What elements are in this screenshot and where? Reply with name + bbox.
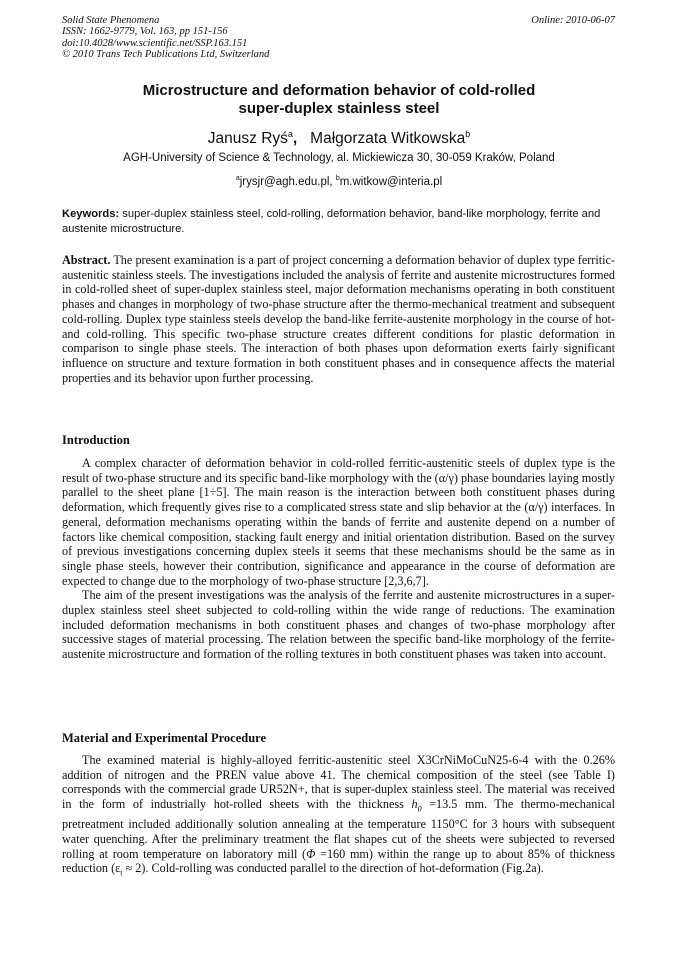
abstract <box>62 253 615 385</box>
affiliation: AGH-University of Science & Technology, al. Mickiewicza 30, 30-059 Kraków, Poland <box>123 152 555 164</box>
materials-text-d: ≈ 2). Cold-rolling was conducted parallel to the direction of hot-deformation (Fig.2a). <box>122 861 544 876</box>
author-1: Janusz Ryś <box>207 130 288 148</box>
email-a[interactable]: jrysjr@agh.edu.pl, <box>239 175 336 188</box>
email-line <box>0 172 678 189</box>
copyright-line: © 2010 Trans Tech Publications Ltd, Switzerland <box>62 49 270 61</box>
email-b-sup: b <box>335 175 340 182</box>
author-2: Małgorzata Witkowska <box>310 130 466 148</box>
online-date: Online: 2010-06-07 <box>531 15 615 26</box>
abstract-label: Abstract. <box>62 253 111 267</box>
h0-symbol: h <box>411 797 418 812</box>
author-separator: , <box>292 130 298 148</box>
title-line-1: Microstructure and deformation behavior of cold-rolled <box>142 82 536 99</box>
doi-line: doi:10.4028/www.scientific.net/SSP.163.151 <box>62 37 248 49</box>
materials-body <box>62 753 615 882</box>
journal-header <box>62 15 269 61</box>
materials-text-b: =13.5 mm. The thermo-mechanical pretreatment included additionally solution annealing at the temperature 1150°C for 3 hours with subsequent water quenching. After the preliminary treatment the flat shapes cut of the sheets were subjected to reversed rolling at room temperature on laboratory mill ( <box>62 797 615 861</box>
introduction-heading: Introduction <box>62 433 130 447</box>
author-list <box>0 125 678 148</box>
materials-text-c: =160 mm) within the range up to about 85% of thickness reduction (ε <box>62 846 615 876</box>
phi-symbol: Φ <box>306 846 316 861</box>
email-a-sup: a <box>235 175 240 182</box>
introduction-paragraph-1: A complex character of deformation behavior in cold-rolled ferritic-austenitic steels of duplex type is the result of two-phase structure and its specific band-like morphology with the (α/γ) phase boundaries laying mostly parallel to the sheet plane [1÷5]. The main reason is the interaction between both constituent phases during deformation, which frequently gives rise to a complicated stress state and slip behavior at the (α/γ) interfaces. In general, deformation mechanisms operating within the bands of ferrite and austenite depend on a number of factors like chemical composition, stacking fault energy and initial orientation distribution. Based on the survey of previous investigations concerning duplex steels it seems that these mechanisms should be the same as in single phase steels, however their contribution, significance and appearance in the course of deformation are expected to change due to the morphology of two-phase structure [2,3,6,7]. <box>62 456 615 588</box>
keywords-text: super-duplex stainless steel, cold-rolling, deformation behavior, band-like morphology, ferrite and austenite microstructure. <box>62 208 601 235</box>
abstract-text: The present examination is a part of project concerning a deformation behavior of duplex type ferritic-austenitic stainless steels. The investigations included the analysis of ferrite and austenite microstructures formed in cold-rolled sheet of super-duplex stainless steel, major deformation mechanisms operating in both constituent phases and changes in morphology of two-phase structure after the thermo-mechanical treatment and subsequent cold-rolling. Duplex type stainless steels develop the band-like ferrite-austenite morphology in the course of hot- and cold-rolling. This specific two-phase structure creates different conditions for plastic deformation in comparison to single phase steels. The interaction of both phases upon deformation exerts fairly significant influence on structure and texture formation in both constituent phases and in consequence affects the material properties and its behavior upon further processing. <box>62 253 615 385</box>
paper-title <box>0 82 678 118</box>
materials-paragraph-1 <box>62 753 615 882</box>
journal-name: Solid State Phenomena <box>62 15 160 26</box>
keywords-label: Keywords: <box>62 208 120 220</box>
author-2-sup: b <box>465 129 471 139</box>
keywords <box>62 207 615 236</box>
email-b[interactable]: m.witkow@interia.pl <box>339 175 443 188</box>
title-line-2: super-duplex stainless steel <box>238 100 440 117</box>
issn-line: ISSN: 1662-9779, Vol. 163, pp 151-156 <box>62 26 228 38</box>
h0-subscript: 0 <box>417 804 422 814</box>
introduction-body <box>62 456 615 662</box>
materials-heading: Material and Experimental Procedure <box>62 731 267 745</box>
materials-text-a: The examined material is highly-alloyed ferritic-austenitic steel X3CrNiMoCuN25-6-4 with the 0.26% addition of nitrogen and the PREN value above 41. The chemical composition of the steel (see Table I) corresponds with the commercial grade UR52N+, that is super-duplex stainless steel. The material was received in the form of industrially hot-rolled sheets with the thickness <box>62 753 615 812</box>
epsilon-subscript: t <box>120 868 123 878</box>
author-1-sup: a <box>287 129 293 139</box>
introduction-paragraph-2: The aim of the present investigations was the analysis of the ferrite and austenite microstructures in a super-duplex stainless steel sheet subjected to cold-rolling within the wide range of reductions. The examination included deformation mechanisms in both constituent phases and changes of two-phase morphology after successive stages of material processing. The relation between the specific band-like morphology of the ferrite-austenite microstructure and formation of the rolling textures in both constituent phases was taken into account. <box>62 588 615 662</box>
